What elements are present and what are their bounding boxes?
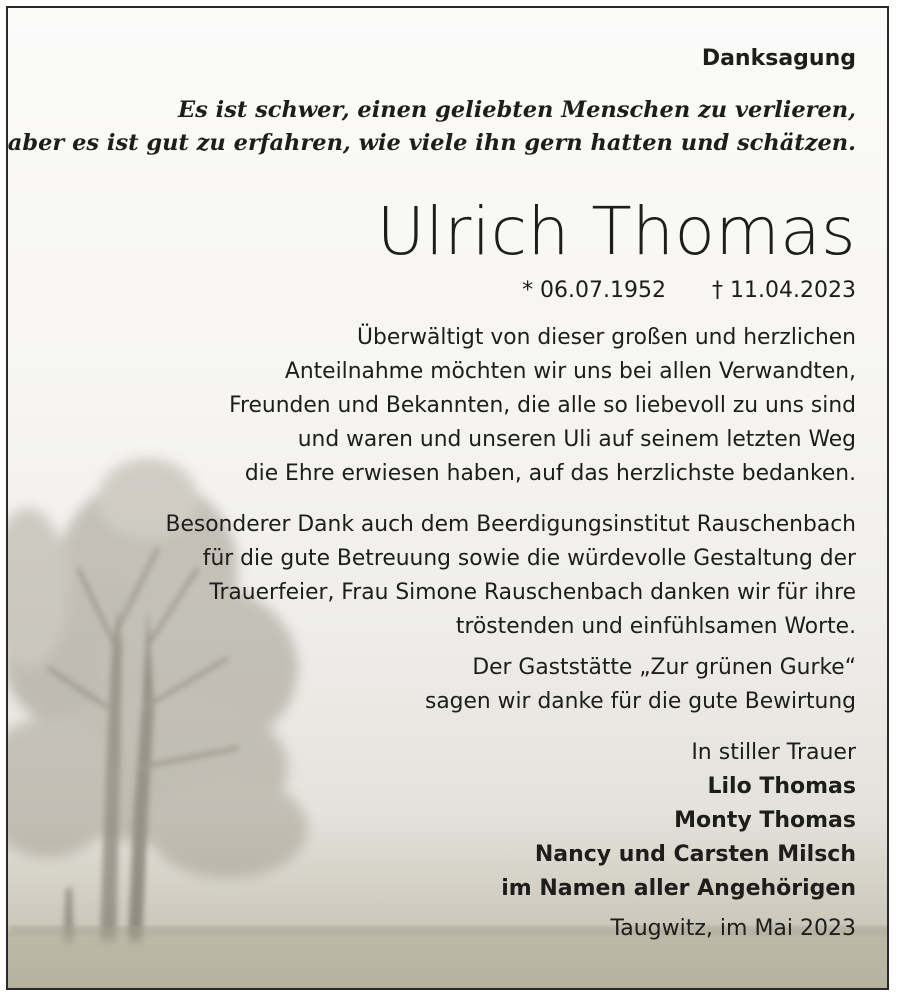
paragraph-line: für die gute Betreuung sowie die würdevolle Gestaltung der — [202, 546, 856, 571]
obituary-card — [6, 6, 889, 990]
mourner-name: Monty Thomas — [674, 808, 856, 833]
paragraph-line: sagen wir danke für die gute Bewirtung — [424, 689, 856, 714]
paragraph-line: Überwältigt von dieser großen und herzlichen — [357, 325, 856, 350]
mourning-intro: In stiller Trauer — [691, 740, 856, 765]
paragraph-line: die Ehre erwiesen haben, auf das herzlichste bedanken. — [244, 461, 856, 486]
paragraph-line: und waren und unseren Uli auf seinem letzten Weg — [297, 427, 856, 452]
quote — [8, 94, 856, 160]
paragraph-line: Der Gaststätte „Zur grünen Gurke“ — [472, 655, 856, 680]
thanks-paragraph-2 — [166, 508, 857, 644]
thanks-paragraph-1 — [229, 321, 856, 491]
mourner-name: Nancy und Carsten Milsch — [534, 842, 856, 867]
deceased-name: Ulrich Thomas — [376, 193, 856, 270]
paragraph-line: Trauerfeier, Frau Simone Rauschenbach danken wir für ihre — [209, 580, 856, 605]
paragraph-line: tröstenden und einfühlsamen Worte. — [455, 614, 856, 639]
paragraph-line: Besonderer Dank auch dem Beerdigungsinstitut Rauschenbach — [165, 512, 856, 537]
life-dates — [522, 278, 856, 303]
paragraph-line: Anteilnahme möchten wir uns bei allen Verwandten, — [284, 359, 856, 384]
signature-block — [501, 736, 856, 906]
heading-danksagung: Danksagung — [701, 46, 856, 71]
paragraph-line: Freunden und Bekannten, die alle so liebevoll zu uns sind — [229, 393, 856, 418]
death-date: † 11.04.2023 — [712, 278, 856, 303]
place-date: Taugwitz, im Mai 2023 — [610, 916, 856, 941]
quote-line: aber es ist gut zu erfahren, wie viele ihn gern hatten und schätzen. — [7, 130, 856, 156]
birth-date: * 06.07.1952 — [522, 278, 667, 303]
mourner-name: im Namen aller Angehörigen — [501, 876, 856, 901]
mourner-name: Lilo Thomas — [707, 774, 856, 799]
thanks-paragraph-3 — [425, 651, 856, 719]
quote-line: Es ist schwer, einen geliebten Menschen zu verlieren, — [178, 97, 856, 123]
